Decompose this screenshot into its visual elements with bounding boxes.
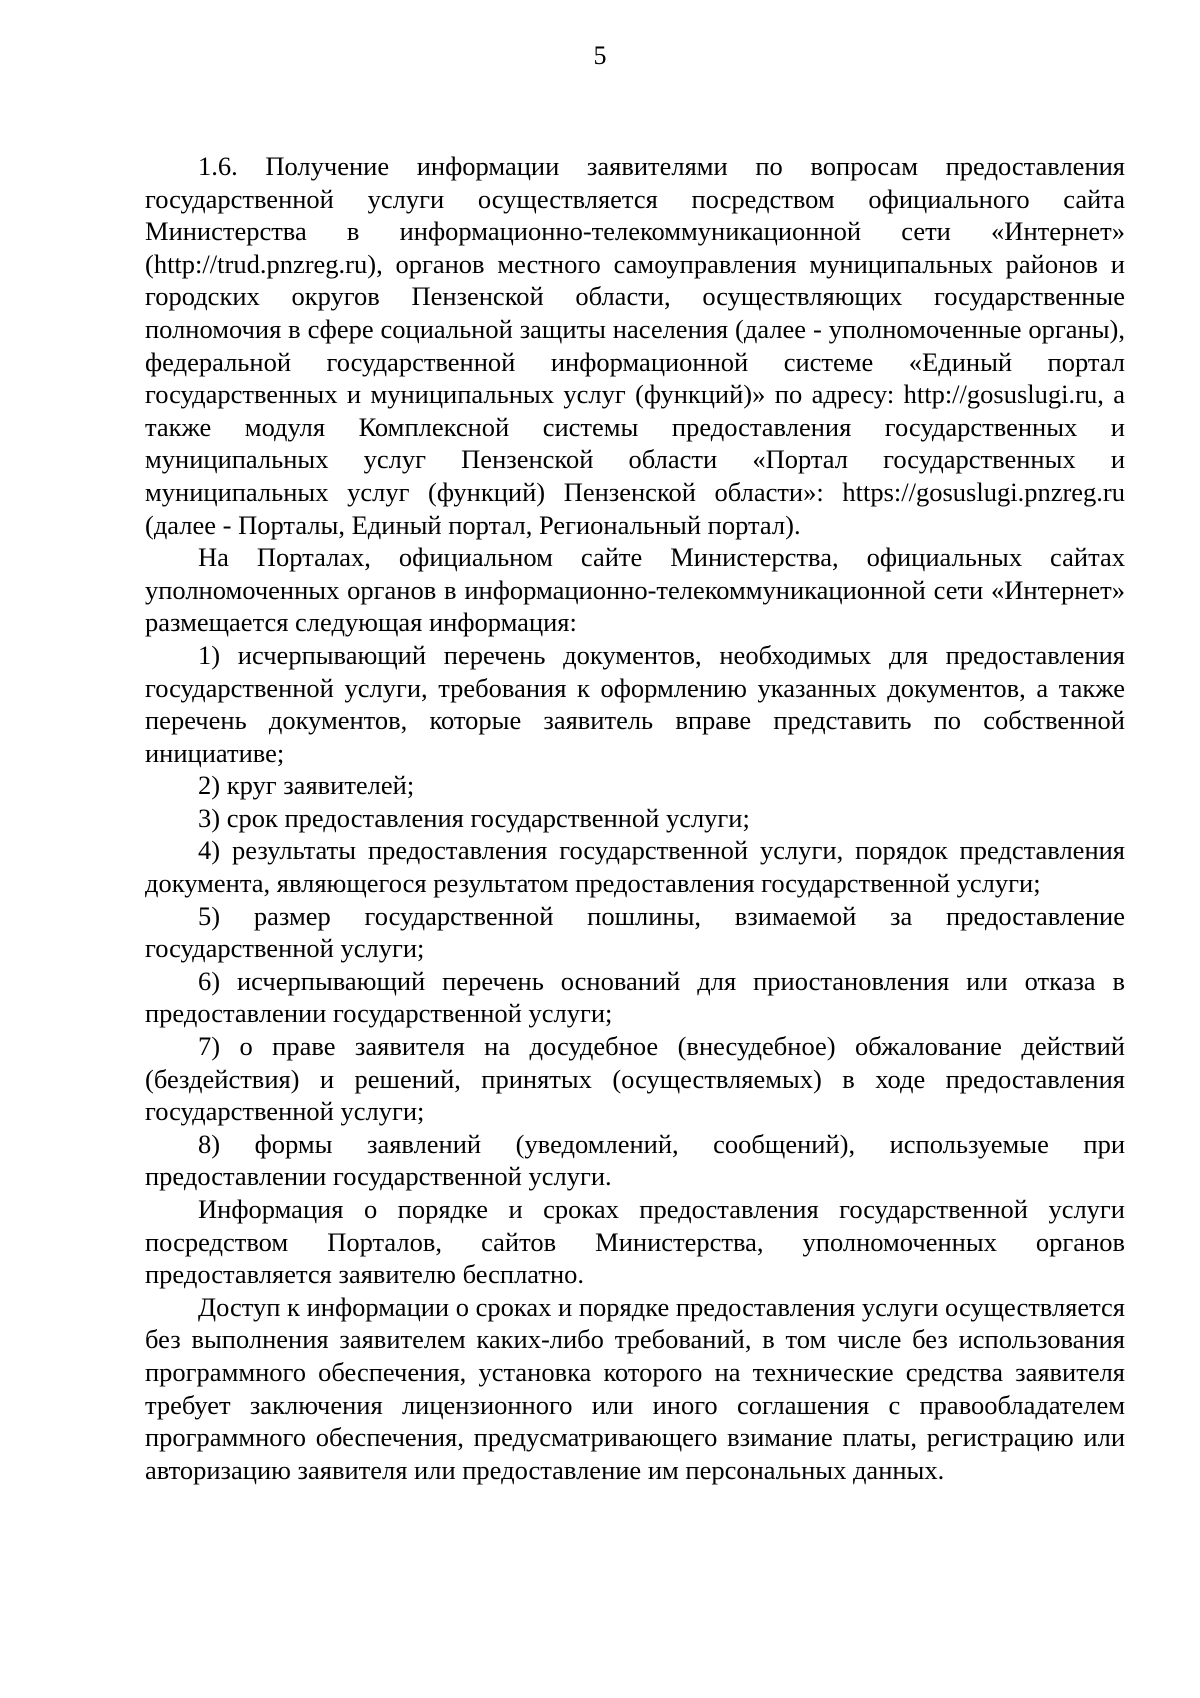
page-number: 5 — [593, 41, 607, 70]
list-item-1: 1) исчерпывающий перечень документов, необходимых для предоставления государственной услуги, требования к оформлению указанных документов, а также перечень документов, которые заявитель вправе представить по собственной инициативе; — [145, 639, 1125, 768]
paragraph-free-info: Информация о порядке и сроках предоставления государственной услуги посредством Порталов, сайтов Министерства, уполномоченных органов предоставляется заявителю бесплатно. — [145, 1194, 1125, 1290]
list-item-6: 6) исчерпывающий перечень оснований для приостановления или отказа в предоставлении государственной услуги; — [145, 965, 1125, 1029]
list-item-7: 7) о праве заявителя на досудебное (внесудебное) обжалование действий (бездействия) и решений, принятых (осуществляемых) в ходе предоставления государственной услуги; — [145, 1031, 1125, 1127]
list-item-4: 4) результаты предоставления государственной услуги, порядок представления документа, являющегося результатом предоставления государственной услуги; — [145, 835, 1125, 899]
list-item-2: 2) круг заявителей; — [198, 770, 415, 801]
document-body — [145, 150, 1125, 1486]
list-item-3: 3) срок предоставления государственной услуги; — [198, 802, 750, 833]
list-item-8: 8) формы заявлений (уведомлений, сообщений), используемые при предоставлении государственной услуги. — [145, 1128, 1125, 1192]
list-item-5: 5) размер государственной пошлины, взимаемой за предоставление государственной услуги; — [145, 900, 1125, 964]
paragraph-1-6: 1.6. Получение информации заявителями по вопросам предоставления государственной услуги осуществляется посредством официального сайта Министерства в информационно-телекоммуникационной сети «Интернет» (http://trud.pnzreg.ru), органов местного самоуправления муниципальных районов и городских округов Пензенской области, осуществляющих государственные полномочия в сфере социальной защиты населения (далее - уполномоченные органы), федеральной государственной информационной системе «Единый портал государственных и муниципальных услуг (функций)» по адресу: http://gosuslugi.ru, а также модуля Комплексной системы предоставления государственных и муниципальных услуг Пензенской области «Портал государственных и муниципальных услуг (функций) Пензенской области»: https://gosuslugi.pnzreg.ru (далее - Порталы, Единый портал, Региональный портал). — [145, 151, 1125, 540]
paragraph-portals-info: На Порталах, официальном сайте Министерства, официальных сайтах уполномоченных органов в информационно-телекоммуникационной сети «Интернет» размещается следующая информация: — [145, 542, 1125, 638]
paragraph-access-info: Доступ к информации о сроках и порядке предоставления услуги осуществляется без выполнения заявителем каких-либо требований, в том числе без использования программного обеспечения, установка которого на технические средства заявителя требует заключения лицензионного или иного соглашения с правообладателем программного обеспечения, предусматривающего взимание платы, регистрацию или авторизацию заявителя или предоставление им персональных данных. — [145, 1291, 1125, 1485]
